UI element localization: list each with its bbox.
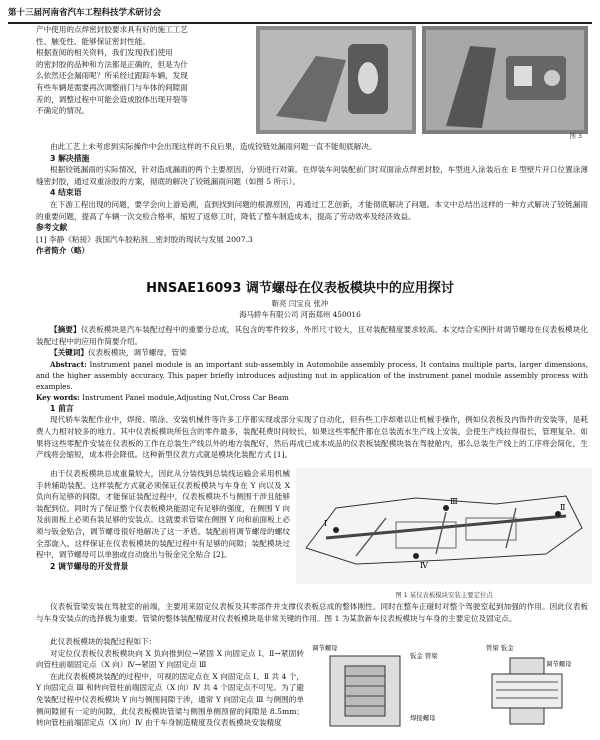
fig1-label: Ⅲ <box>450 497 458 506</box>
keywords-en-label: Key words: <box>36 392 80 402</box>
paragraph: 由此工艺上未考虑到实际操作中会出现这样的不良后果，造成铰链处漏雨问题一直不能彻底解决。 <box>50 142 377 151</box>
article-affiliation: 海马轿车有限公司 河南郑州 450016 <box>239 310 361 319</box>
abstract-cn: 仪表板模块是汽车装配过程中的重要分总成，其包含的零件较多，外形尺寸较大，且对装配精度要求较高。本文结合实例针对调节螺母在仪表板模块化装配过程中的应用作简要介绍。 <box>36 325 588 346</box>
section-heading: 2 调节螺母的开发背景 <box>50 561 129 571</box>
fig2-label: 调节螺母 <box>312 644 338 652</box>
text-line: 产中使用的点焊密封胶要求具有好的施工工艺 <box>36 25 188 34</box>
paragraph: 根据铰链漏雨的实际情况，针对造成漏雨的两个主要原因，分别进行对策。在焊装车间装配前门时双面涂点焊密封胶，车型进入涂装后在 E 型壁片开口位置涂薄缝密封胶，通过双重涂胶的方案，彻底的解决了铰链漏雨问题（如图 5 所示）。 <box>36 165 588 186</box>
prev-article-column <box>36 24 246 117</box>
section-heading: 1 前言 <box>50 403 74 413</box>
author-bio: 作者简介（略） <box>36 246 90 256</box>
text-line: 不确定的情况。 <box>36 106 90 116</box>
paragraph: 仪表板管梁安装在驾驶室的前端，主要用来固定仪表板及其零部件并支撑仪表板总成的整体刚性。同时在整车正碰时对整个驾驶室起到加强的作用。因此仪表板与车身安装点的选择极为重要。管梁的整体装配精度对仪表板模块是非常关键的作用。图 1 为某款新车仪表板模块与车身的主要定位及固定点。 <box>36 602 588 623</box>
figure-1-caption: 图 1 某仪表板模块安装主要定位点 <box>395 591 493 599</box>
paragraph: 现代轿车装配作业中，焊接、喷涂、安装机械件等许多工序都实现或部分实现了自动化，但有些工序却难以让机械手操作，例如仪表板及内饰件的安装等，是耗费人力相对较多的地方。其中仪表板模块所包含的零件最多，装配耗费时间较长，如果这些零配件都在总装流水生产线上安装，会使生产线拉得很长，管理复杂。如果将这些零配件安装在仪表板的工作在总装生产线以外的地方装配好，然后再成已成本成品的仪表板装配模块装在驾驶舱内，那么总装生产线上的工序将会简化，生产线将会缩短，成本将会降低。这种新型仪表方式就是模块化装配方式 [1]。 <box>36 415 588 460</box>
paragraph: 由于仪表板模块总成重量较大，因此从分装线到总装线运输会采用机械手转辅助装配。这样装配方式就必须保证仪表板模块与车身在 Y 向以及 X 负向有足够的间隙，才能保证装配过程中，仪表板模块不与侧围干涉且能够装配到位。同时为了保证整个仪表板模块能固定有足够的强度，在侧围 Y 向及前面板上必须有装足够的安装点。这就要求管梁在侧围 Y 向和前面板上必须与钣金贴合，调节螺母很好地解决了这一矛盾。装配前将调节螺母的螺纹全部旋入，这样保证在仪表板模块的装配过程中有足够的间隙；装配模块过程中，调节螺母可以单独或自动旋出与钣金完全贴合 [2]。 <box>36 469 290 560</box>
fig1-label: Ⅳ <box>420 561 428 570</box>
figure-2-drawing <box>310 636 592 736</box>
section-heading: 3 解决措施 <box>50 153 90 163</box>
abstract-cn-label: 【摘要】 <box>50 325 81 334</box>
left-column <box>36 468 290 572</box>
text-line: 的密封胶的品种和方法都是正确的，但是为什 <box>36 59 188 69</box>
figure-3 <box>256 26 588 138</box>
fig2-label: 焊接螺母 <box>410 714 436 722</box>
article-title: HNSAE16093 调节螺母在仪表板模块中的应用探讨 <box>146 281 454 296</box>
paragraph: 此仪表板模块的装配过程如下： <box>50 637 157 646</box>
paragraph: 对定位仪表板仪表板模块向 X 负向推到位→紧固 X 向固定点 Ⅰ、Ⅱ→紧固转向管柱前端固定点（X 向）Ⅳ→紧固 Y 向固定点 Ⅲ <box>36 648 304 670</box>
fig1-label: Ⅰ <box>324 519 328 528</box>
text-line: 么依然还会漏雨呢？所采经过跟踪车辆，发现 <box>36 71 188 81</box>
keywords-cn: 仪表板模块，调节螺母，管梁 <box>87 348 187 358</box>
lower-left-column <box>36 636 304 729</box>
fig1-label: Ⅱ <box>560 503 566 512</box>
fig2-label: 调节螺母 <box>546 660 572 668</box>
abstract-block <box>36 324 588 461</box>
article-authors: 靳亮 闫宝良 张冲 <box>271 299 329 308</box>
figure-1 <box>296 468 592 599</box>
prev-article-body <box>36 141 588 257</box>
figure-1-drawing <box>296 468 592 584</box>
abstract-en: Instrument panel module is an important sub-assembly in Automobile assembly process, It contains multiple parts, larger dimensions, and the higher assembly accuracy. This paper briefly introduces adjusting nut in application of the instrument panel module assembly process with examples. <box>36 359 588 391</box>
text-line: 性、触变性、能够保证密封性能。 <box>36 36 150 46</box>
figure-2 <box>310 636 592 736</box>
references-heading: 参考文献 <box>36 223 68 233</box>
keywords-cn-label: 【关键词】 <box>50 348 88 358</box>
reference-item: [1] 李静《粘接》我国汽车胶粘剂＿密封胶的现状与发展 2007.3 <box>36 234 253 244</box>
text-line: 有些车辆是需要再次调整前门与车体的间隙面 <box>36 82 188 92</box>
section-2-body <box>36 601 588 624</box>
text-line: 差的，调整过程中可能会造成胶体出现开裂等 <box>36 94 188 104</box>
journal-header <box>8 6 592 24</box>
journal-name: 第十三届河南省汽车工程科技学术研讨会 <box>8 8 162 18</box>
text-line: 根据查阅的相关资料，我们发现我们使用 <box>36 48 173 58</box>
keywords-en: Instrument Panel module,Adjusting Nut,Cross Car Beam <box>82 392 289 402</box>
abstract-en-label: Abstract: <box>50 359 87 369</box>
fig2-label: 管梁 钣金 <box>486 644 514 652</box>
paragraph: 在此仪表板模块装配的过程中，可视的固定点在 X 向固定点 Ⅰ、Ⅱ 共 4 个，Y 向固定点 Ⅲ 和转向管柱前端固定点（X 向）Ⅳ 共 4 个固定点不可见。为了避免装配过程中仪表板模块 Y 向与侧围间隙干涉，通常 Y 向固定点 Ⅲ 与侧围的单侧间隙留有一定的间隙，此仪表板模块管梁与侧围单侧预留的间隙是 8.5mm；转向管柱前端固定点（X 向）Ⅳ 由于车身制造精度及仪表板模块安装精度 <box>36 671 304 728</box>
fig2-label: 钣金 管梁 <box>410 652 438 660</box>
section-heading: 4 结束语 <box>50 188 82 198</box>
figure-3-photo <box>256 26 588 138</box>
figure-3-label: 图 3 <box>569 132 582 140</box>
paragraph: 在下游工程出现的问题，要学会向上游追溯，直到找到问题的根源原因，再通过工艺创新，才能彻底解决了问题。本文中总结出这样的一种方式解决了铰链漏雨的重要问题，提高了车辆一次交检合格率，缩短了返修工时，降低了整车制造成本，提高了劳动效率及经济效益。 <box>36 199 588 221</box>
